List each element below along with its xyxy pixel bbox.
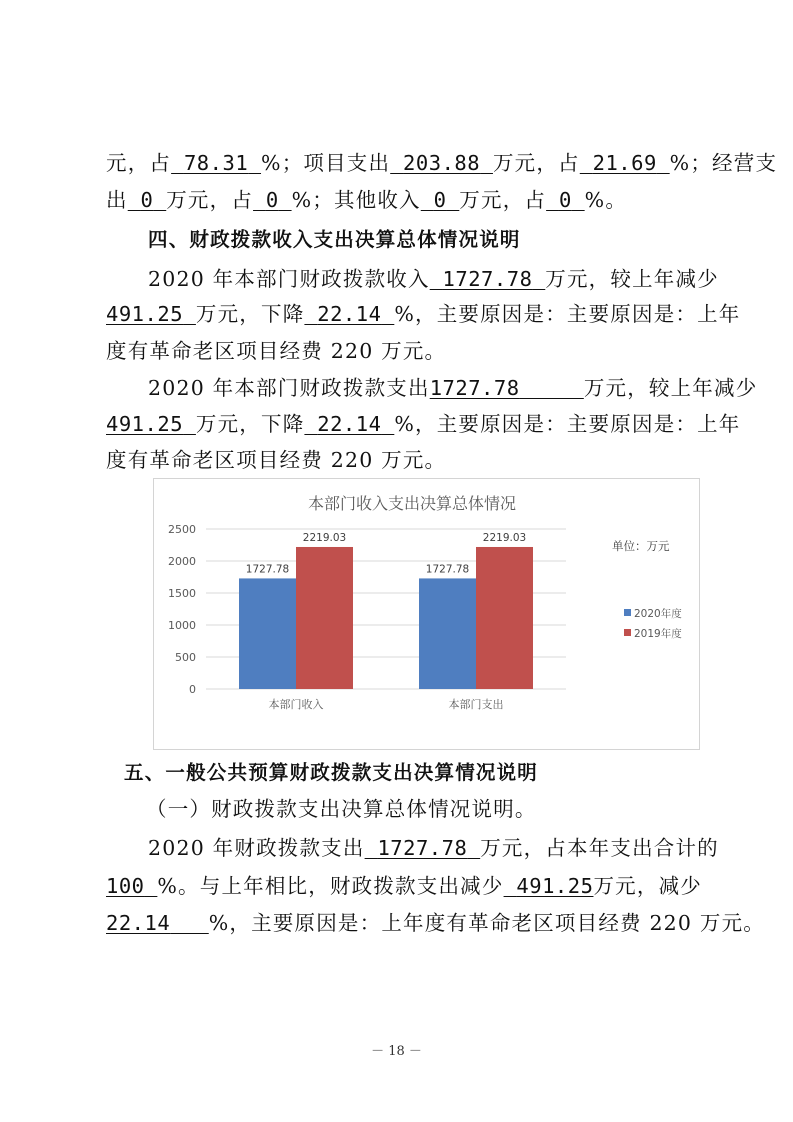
underlined-value: 0	[558, 188, 572, 212]
underlined-value: 491.25	[106, 412, 184, 436]
underlined-value: 0	[265, 188, 279, 212]
underlined-value: 0	[433, 188, 447, 212]
underlined-value: 100	[106, 874, 145, 898]
text-line: 度有革命老区项目经费 220 万元。	[106, 339, 447, 363]
underlined-value: 1727.78	[442, 267, 533, 291]
bar-value-label: 2219.03	[302, 531, 347, 544]
text-line: 元，占 78.31 %；项目支出 203.88 万元，占 21.69 %；经营支	[106, 151, 778, 175]
bar	[419, 578, 476, 689]
bar-value-label: 2219.03	[482, 531, 527, 544]
underlined-value: 22.14	[106, 911, 171, 935]
text-line: 2020 年财政拨款支出 1727.78 万元，占本年支出合计的	[148, 836, 719, 860]
chart-canvas	[154, 479, 699, 749]
underlined-value: 491.25	[516, 874, 594, 898]
page-number: － 18 －	[371, 1044, 422, 1059]
bar	[476, 547, 533, 689]
bar-chart	[153, 478, 700, 750]
y-tick-label: 2000	[168, 555, 196, 568]
section-heading: 四、财政拨款收入支出决算总体情况说明	[148, 228, 521, 251]
subsection-heading: （一）财政拨款支出决算总体情况说明。	[146, 797, 537, 821]
y-tick-label: 1000	[168, 619, 196, 632]
underlined-value: 22.14	[317, 302, 382, 326]
underlined-value: 21.69	[592, 151, 657, 175]
text-line: 2020 年本部门财政拨款支出1727.78 万元，较上年减少	[148, 376, 758, 400]
text-line: 2020 年本部门财政拨款收入 1727.78 万元，较上年减少	[148, 267, 719, 291]
chart-title: 本部门收入支出决算总体情况	[307, 494, 517, 513]
legend-label: 2020年度	[634, 608, 682, 620]
legend-label: 2019年度	[634, 628, 682, 640]
chart-legend	[624, 607, 682, 640]
underlined-value: 78.31	[183, 151, 249, 175]
bar-value-label: 1727.78	[245, 563, 290, 576]
y-axis-ticks	[168, 523, 196, 696]
y-tick-label: 0	[189, 683, 196, 696]
underlined-value: 1727.78	[377, 836, 468, 860]
text-line: 491.25 万元，下降 22.14 %，主要原因是：主要原因是：上年	[106, 412, 741, 436]
text-line: 491.25 万元，下降 22.14 %，主要原因是：主要原因是：上年	[106, 302, 741, 326]
legend-swatch	[624, 629, 631, 636]
y-tick-label: 2500	[168, 523, 196, 536]
bar	[296, 547, 353, 689]
underlined-value: 491.25	[106, 302, 184, 326]
bar	[239, 578, 296, 689]
x-tick-label: 本部门支出	[448, 698, 504, 711]
text-line: 22.14 %，主要原因是：上年度有革命老区项目经费 220 万元。	[106, 911, 765, 935]
section-heading: 五、一般公共预算财政拨款支出决算情况说明	[124, 761, 539, 784]
underlined-value: 1727.78	[429, 376, 520, 400]
text-line: 度有革命老区项目经费 220 万元。	[106, 448, 447, 472]
underlined-value: 22.14	[317, 412, 382, 436]
x-tick-label: 本部门收入	[268, 698, 324, 711]
x-axis-labels	[269, 697, 504, 711]
bar-value-label: 1727.78	[425, 563, 470, 576]
y-tick-label: 1500	[168, 587, 196, 600]
text-line: 100 %。与上年相比，财政拨款支出减少 491.25万元，减少	[106, 874, 702, 898]
underlined-value: 0	[140, 188, 154, 212]
legend-swatch	[624, 609, 631, 616]
y-tick-label: 500	[175, 651, 196, 664]
text-line: 出 0 万元，占 0 %；其他收入 0 万元，占 0 %。	[106, 188, 628, 212]
underlined-value: 203.88	[403, 151, 481, 175]
chart-unit-note: 单位：万元	[612, 539, 670, 553]
